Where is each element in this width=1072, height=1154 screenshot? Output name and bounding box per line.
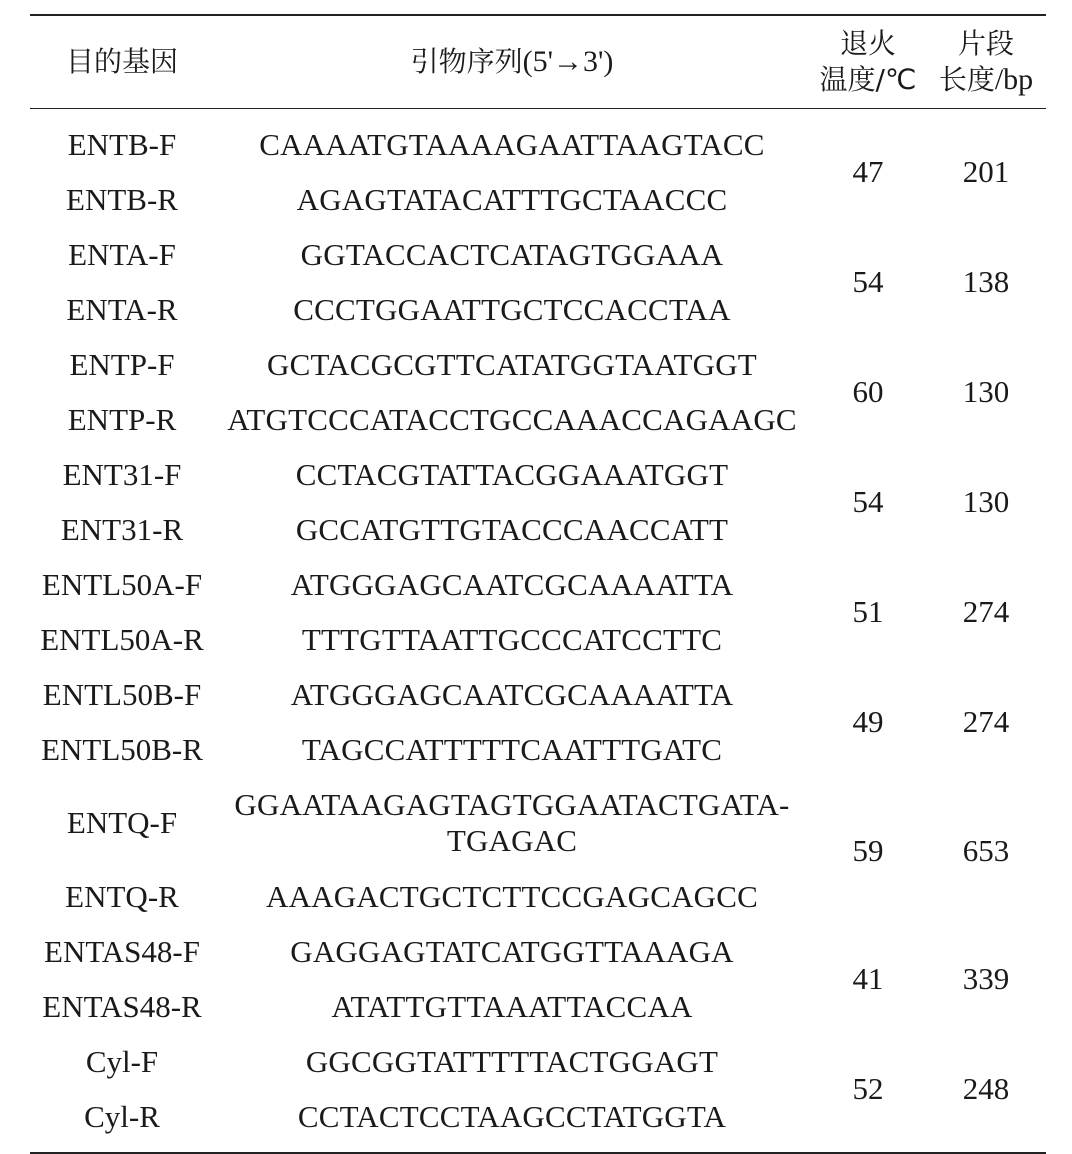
- primer-sequence: GGCGGTATTTTTACTGGAGT: [305, 1043, 719, 1079]
- annealing-temp: 51: [852, 594, 884, 629]
- primer-sequence: GCCATGTTGTACCCAACCATT: [295, 511, 729, 547]
- table-row: [30, 667, 810, 722]
- primer-sequence: CCCTGGAATTGCTCCACCTAA: [293, 291, 731, 327]
- header-primer-sequence: 引物序列(5'→3'): [410, 45, 614, 78]
- gene-name: ENTP-F: [69, 346, 175, 382]
- table-row: [30, 722, 810, 777]
- primer-sequence: CCTACGTATTACGGAAATGGT: [295, 456, 729, 492]
- gene-name: ENTL50A-F: [41, 566, 203, 602]
- primer-group: [30, 1034, 1046, 1144]
- primer-group: [30, 227, 1046, 337]
- table-row: [30, 777, 810, 869]
- table-row: [30, 979, 810, 1034]
- gene-name: Cyl-F: [85, 1043, 159, 1079]
- primer-group: [30, 777, 1046, 924]
- table-body: [30, 109, 1046, 1144]
- primer-sequence: AGAGTATACATTTGCTAACCC: [296, 181, 728, 217]
- primer-sequence: GGTACCACTCATAGTGGAAA: [300, 236, 724, 272]
- table-row: [30, 282, 810, 337]
- primer-sequence: CAAAATGTAAAAGAATTAAGTACC: [259, 126, 765, 162]
- fragment-length: 248: [962, 1071, 1010, 1106]
- primer-sequence: GCTACGCGTTCATATGGTAATGGT: [267, 346, 757, 382]
- primer-sequence: GGAATAAGAGTAGTGGAATACTGATA- TGAGAC: [234, 787, 790, 858]
- primer-group: [30, 447, 1046, 557]
- gene-name: ENTL50B-R: [41, 731, 203, 767]
- table-row: [30, 227, 810, 282]
- gene-name: ENTQ-R: [65, 878, 179, 914]
- gene-name: ENTB-F: [67, 126, 177, 162]
- fragment-length: 201: [962, 154, 1010, 189]
- primer-sequence: TTTGTTAATTGCCCATCCTTC: [301, 621, 723, 657]
- annealing-temp: 52: [852, 1071, 884, 1106]
- table-row: [30, 172, 810, 227]
- annealing-temp: 41: [852, 961, 884, 996]
- annealing-temp: 47: [852, 154, 884, 189]
- annealing-temp: 54: [852, 264, 884, 299]
- table-row: [30, 924, 810, 979]
- table-header: [30, 16, 1046, 108]
- primer-sequence: GAGGAGTATCATGGTTAAAGA: [290, 933, 734, 969]
- primer-group: [30, 924, 1046, 1034]
- fragment-length: 130: [962, 484, 1010, 519]
- table-row: [30, 392, 810, 447]
- primer-group: [30, 667, 1046, 777]
- table-row: [30, 1034, 810, 1089]
- gene-name: ENTAS48-R: [42, 988, 202, 1024]
- header-gene: 目的基因: [65, 45, 178, 78]
- primer-group: [30, 117, 1046, 227]
- annealing-temp: 54: [852, 484, 884, 519]
- primer-group: [30, 337, 1046, 447]
- gene-name: ENTQ-F: [66, 805, 178, 840]
- table-row: [30, 337, 810, 392]
- primer-sequence: ATGTCCCATACCTGCCAAACCAGAAGC: [227, 401, 797, 437]
- fragment-length: 130: [962, 374, 1010, 409]
- gene-name: ENT31-R: [60, 511, 184, 547]
- gene-name: ENTA-R: [66, 291, 178, 327]
- primer-sequence: TAGCCATTTTTCAATTTGATC: [301, 731, 723, 767]
- primer-sequence: CCTACTCCTAAGCCTATGGTA: [297, 1098, 727, 1134]
- gene-name: ENTB-R: [66, 181, 178, 217]
- table-row: [30, 869, 810, 924]
- primer-sequence: ATGGGAGCAATCGCAAAATTA: [290, 676, 734, 712]
- primer-group: [30, 557, 1046, 667]
- fragment-length: 138: [962, 264, 1010, 299]
- annealing-temp: 59: [852, 832, 884, 868]
- table-row: [30, 557, 810, 612]
- header-annealing-temp: 退火 温度/℃: [819, 27, 917, 96]
- gene-name: ENTAS48-F: [44, 933, 200, 969]
- annealing-temp: 60: [852, 374, 884, 409]
- gene-name: Cyl-R: [84, 1098, 160, 1134]
- table-row: [30, 612, 810, 667]
- primer-table: [30, 14, 1046, 1154]
- table-row: [30, 502, 810, 557]
- fragment-length: 339: [962, 961, 1010, 996]
- fragment-length: 274: [962, 704, 1010, 739]
- header-fragment-length: 片段 长度/bp: [938, 27, 1034, 96]
- gene-name: ENTP-R: [67, 401, 177, 437]
- primer-sequence: ATATTGTTAAATTACCAA: [331, 988, 693, 1024]
- gene-name: ENTL50B-F: [42, 676, 202, 712]
- table-row: [30, 1089, 810, 1144]
- gene-name: ENT31-F: [62, 456, 182, 492]
- gene-name: ENTL50A-R: [40, 621, 204, 657]
- primer-sequence: ATGGGAGCAATCGCAAAATTA: [290, 566, 734, 602]
- primer-sequence: AAAGACTGCTCTTCCGAGCAGCC: [265, 878, 759, 914]
- fragment-length: 653: [962, 832, 1010, 868]
- annealing-temp: 49: [852, 704, 884, 739]
- table-row: [30, 117, 810, 172]
- table-row: [30, 447, 810, 502]
- gene-name: ENTA-F: [68, 236, 176, 272]
- fragment-length: 274: [962, 594, 1010, 629]
